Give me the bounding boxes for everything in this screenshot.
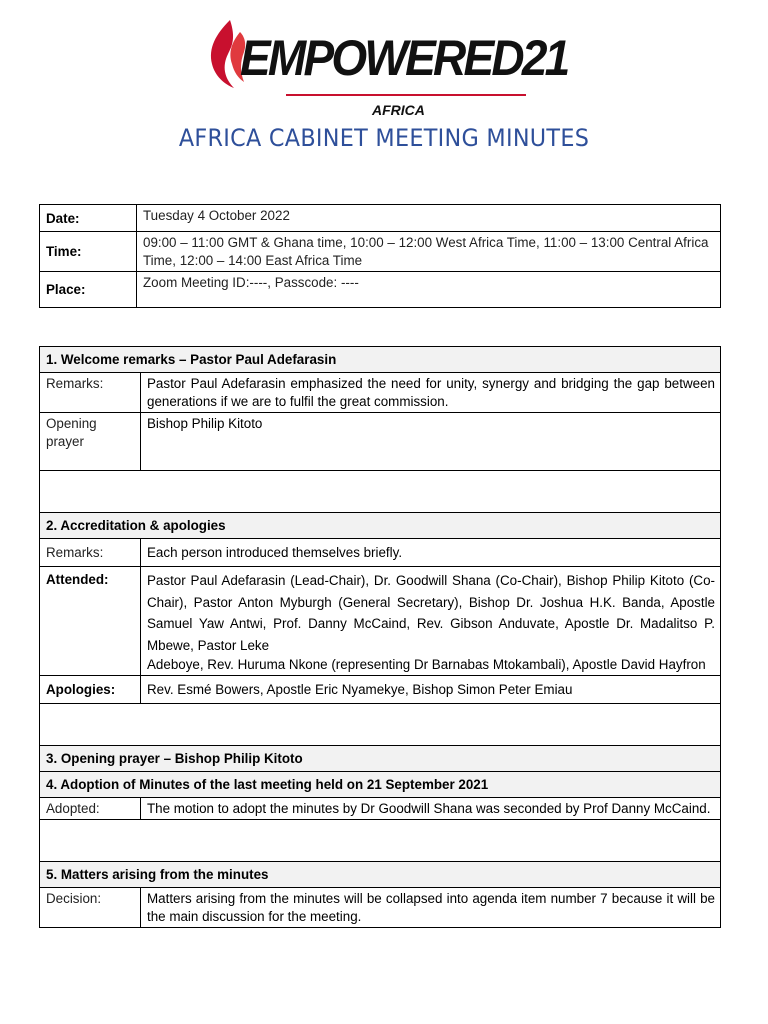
place-value: Zoom Meeting ID:----, Passcode: ---- [137,272,721,308]
meeting-details-table [39,204,721,308]
remarks-label: Remarks: [40,539,141,567]
remarks-value: Pastor Paul Adefarasin emphasized the need for unity, synergy and bridging the gap between generations if we are to fulfil the great commission. [141,373,721,413]
logo-wordmark: EMPOWERED21 [240,30,568,86]
remarks-label: Remarks: [40,373,141,413]
section-4-heading: 4. Adoption of Minutes of the last meeting held on 21 September 2021 [40,772,721,798]
table-row [40,676,721,704]
section-2-heading: 2. Accreditation & apologies [40,513,721,539]
apologies-label: Apologies: [40,676,141,704]
time-value: 09:00 – 11:00 GMT & Ghana time, 10:00 – 12:00 West Africa Time, 11:00 – 13:00 Central Africa Time, 12:00 – 14:00 East Africa Time [137,232,721,272]
section-heading [40,746,721,772]
opening-prayer-label: Opening prayer [40,413,141,471]
table-row [40,539,721,567]
section-heading [40,772,721,798]
date-label: Date: [40,205,137,232]
apologies-value: Rev. Esmé Bowers, Apostle Eric Nyamekye, Bishop Simon Peter Emiau [141,676,721,704]
table-row [40,373,721,413]
date-row [40,205,721,232]
section-5-heading: 5. Matters arising from the minutes [40,862,721,888]
adopted-value: The motion to adopt the minutes by Dr Goodwill Shana was seconded by Prof Danny McCaind. [141,798,721,820]
logo-underline [286,94,526,96]
attended-label: Attended: [40,567,141,676]
section-3-heading: 3. Opening prayer – Bishop Philip Kitoto [40,746,721,772]
attended-value-cell [141,567,721,676]
date-value: Tuesday 4 October 2022 [137,205,721,232]
adopted-label: Adopted: [40,798,141,820]
section-heading [40,347,721,373]
spacer-row [40,820,721,862]
place-row [40,272,721,308]
spacer-row [40,471,721,513]
opening-prayer-value: Bishop Philip Kitoto [141,413,721,471]
table-row [40,888,721,928]
attended-value: Pastor Paul Adefarasin (Lead-Chair), Dr. Goodwill Shana (Co-Chair), Bishop Philip Kitoto (Co-Chair), Pastor Anton Myburgh (General Secretary), Bishop Dr. Joshua H.K. Banda, Apostle Samuel Yaw Antwi, Prof. Danny McCaind, Rev. Gibson Anduvate, Apostle Dr. Madalitso P. Mbewe, Pastor Leke [147,573,715,653]
empowered21-logo [200,14,610,124]
section-heading [40,513,721,539]
logo-region: AFRICA [372,102,425,118]
time-label: Time: [40,232,137,272]
section-heading [40,862,721,888]
table-row [40,798,721,820]
section-1-heading: 1. Welcome remarks – Pastor Paul Adefarasin [40,347,721,373]
attended-value-continued: Adeboye, Rev. Huruma Nkone (representing Dr Barnabas Mtokambali), Apostle David Hayfron [147,657,706,672]
agenda-table [39,346,721,928]
decision-label: Decision: [40,888,141,928]
spacer-row [40,704,721,746]
table-row [40,567,721,676]
place-label: Place: [40,272,137,308]
time-row [40,232,721,272]
decision-value: Matters arising from the minutes will be collapsed into agenda item number 7 because it will be the main discussion for the meeting. [141,888,721,928]
table-row [40,413,721,471]
remarks-value: Each person introduced themselves briefly. [141,539,721,567]
page-title: AFRICA CABINET MEETING MINUTES [178,124,590,152]
